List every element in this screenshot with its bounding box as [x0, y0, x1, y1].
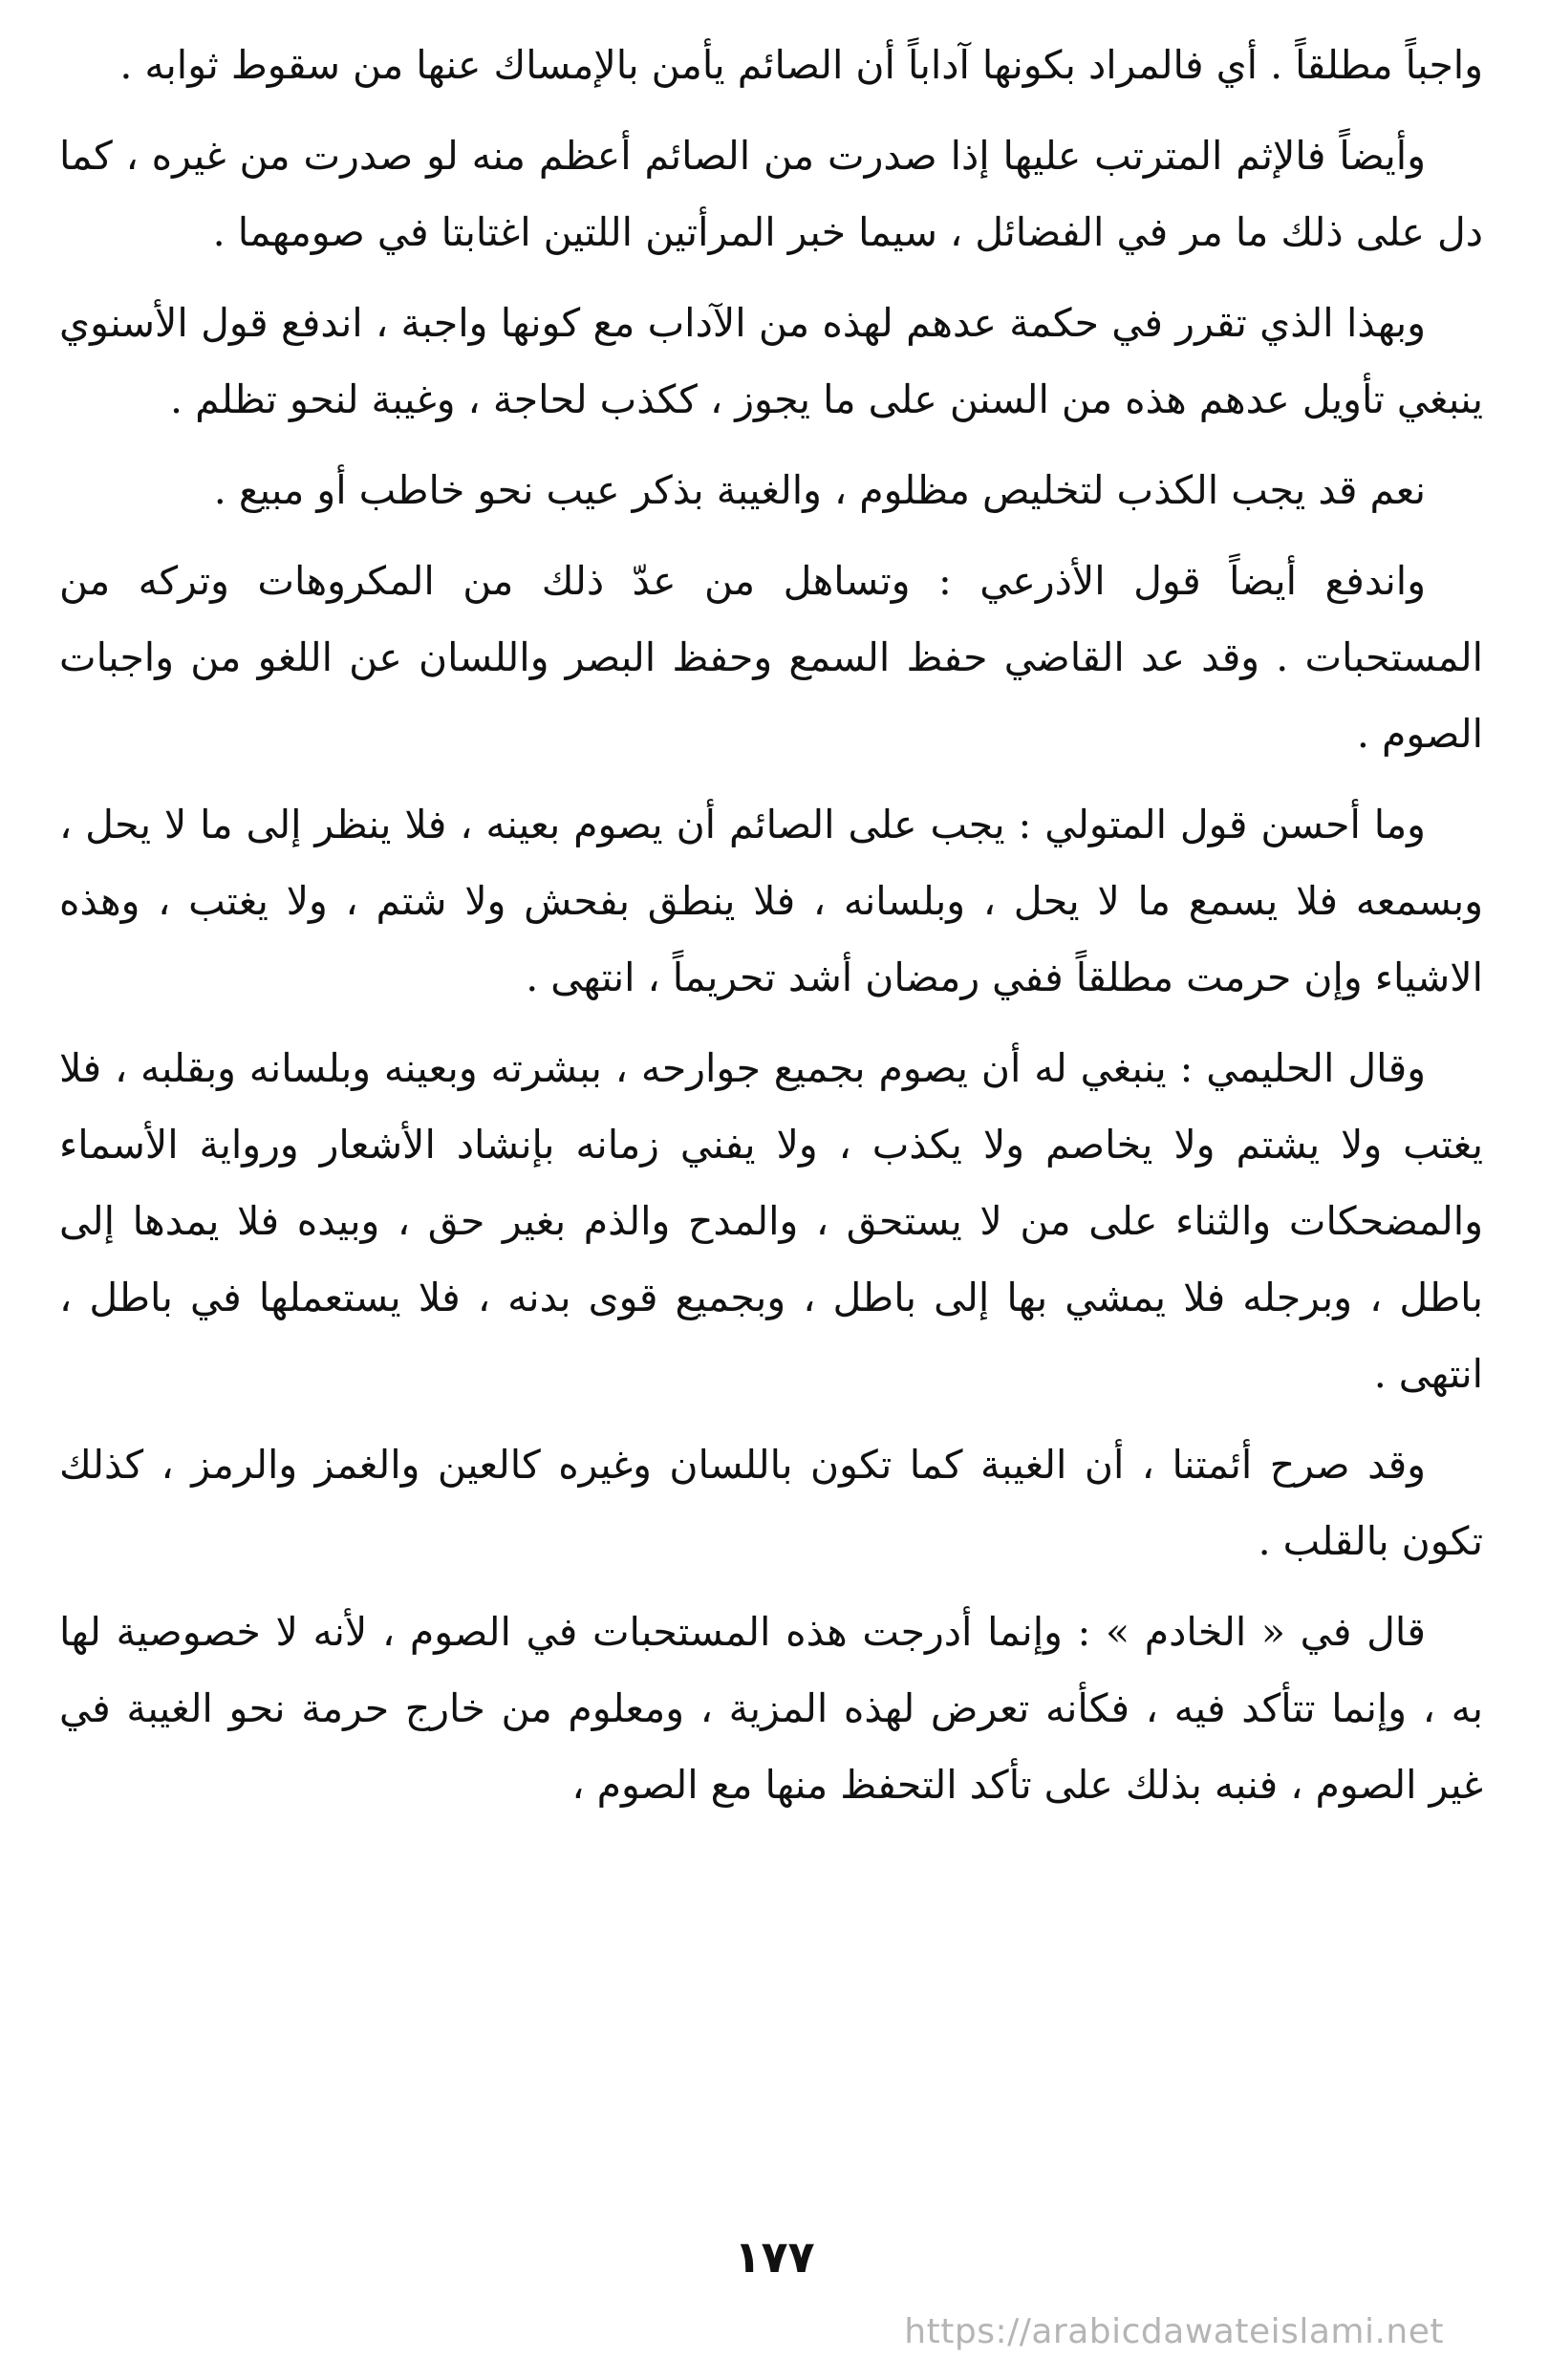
paragraph-8: وقد صرح أئمتنا ، أن الغيبة كما تكون باللسان وغيره كالعين والغمز والرمز ، كذلك تكون بالقلب . — [59, 1442, 1483, 1564]
paragraph-2: وأيضاً فالإثم المترتب عليها إذا صدرت من الصائم أعظم منه لو صدرت من غيره ، كما دل على ذلك ما مر في الفضائل ، سيما خبر المرأتين اللتين اغتابتا في صومهما . — [59, 133, 1483, 255]
paragraph-4: نعم قد يجب الكذب لتخليص مظلوم ، والغيبة بذكر عيب نحو خاطب أو مبيع . — [213, 467, 1426, 513]
paragraph-5: واندفع أيضاً قول الأذرعي : وتساهل من عدّ ذلك من المكروهات وتركه من المستحبات . وقد عد القاضي حفظ السمع وحفظ البصر واللسان عن اللغو من واجبات الصوم . — [59, 558, 1483, 757]
watermark-url: https://arabicdawateislami.net — [904, 2312, 1444, 2351]
page-number: ١٧٧ — [734, 2231, 815, 2283]
paragraph-6: وما أحسن قول المتولي : يجب على الصائم أن يصوم بعينه ، فلا ينظر إلى ما لا يحل ، وبسمعه فلا يسمع ما لا يحل ، وبلسانه ، فلا ينطق بفحش ولا شتم ، ولا يغتب ، وهذه الاشياء وإن حرمت مطلقاً ففي رمضان أشد تحريماً ، انتهى . — [59, 802, 1483, 1000]
paragraph-7: وقال الحليمي : ينبغي له أن يصوم بجميع جوارحه ، ببشرته وبعينه وبلسانه وبقلبه ، فلا يغتب ولا يشتم ولا يخاصم ولا يكذب ، ولا يفني زمانه بإنشاد الأشعار ورواية الأسماء والمضحكات والثناء على من لا يستحق ، والمدح والذم بغير حق ، وبيده فلا يمدها إلى باطل ، وبرجله فلا يمشي بها إلى باطل ، وبجميع قوى بدنه ، فلا يستعملها في باطل ، انتهى . — [59, 1045, 1483, 1397]
paragraph-3: وبهذا الذي تقرر في حكمة عدهم لهذه من الآداب مع كونها واجبة ، اندفع قول الأسنوي ينبغي تأويل عدهم هذه من السنن على ما يجوز ، ككذب لحاجة ، وغيبة لنحو تظلم . — [59, 300, 1483, 422]
body-text — [59, 27, 1483, 1823]
paragraph-1: واجباً مطلقاً . أي فالمراد بكونها آداباً أن الصائم يأمن بالإمساك عنها من سقوط ثوابه . — [119, 42, 1483, 88]
paragraph-9: قال في « الخادم » : وإنما أدرجت هذه المستحبات في الصوم ، لأنه لا خصوصية لها به ، وإنما تتأكد فيه ، فكأنه تعرض لهذه المزية ، ومعلوم من خارج حرمة نحو الغيبة في غير الصوم ، فنبه بذلك على تأكد التحفظ منها مع الصوم ، — [59, 1609, 1483, 1808]
